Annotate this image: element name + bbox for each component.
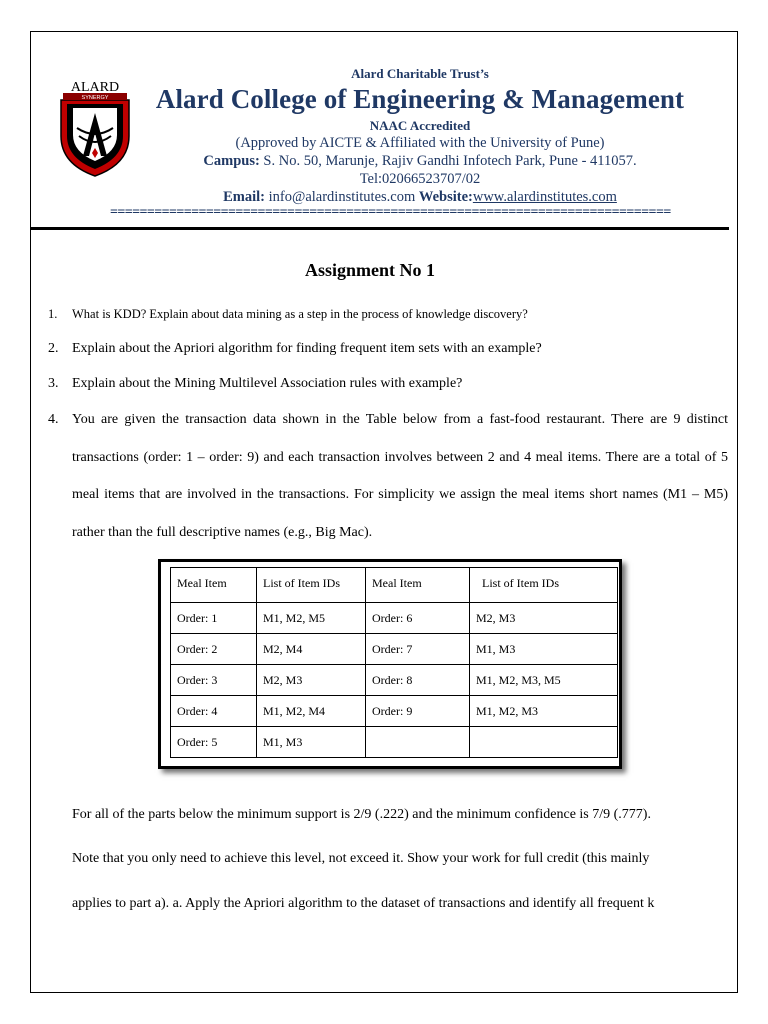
table-cell: M2, M4 [257, 634, 366, 665]
table-row [171, 634, 618, 665]
question-text: Explain about the Apriori algorithm for finding frequent item sets with an example? [72, 341, 542, 356]
table-row [171, 665, 618, 696]
table-cell: M1, M2, M5 [257, 603, 366, 634]
table-header: List of Item IDs [257, 568, 366, 603]
table-cell: M2, M3 [470, 603, 618, 634]
campus-text: S. No. 50, Marunje, Rajiv Gandhi Infotech Park, Pune - 411057. [259, 153, 637, 169]
table-cell: Order: 5 [171, 727, 257, 758]
question-text: What is KDD? Explain about data mining as a step in the process of knowledge discovery? [72, 307, 528, 321]
question-number: 4. [48, 412, 59, 427]
table-header: Meal Item [366, 568, 470, 603]
table-cell: M1, M3 [257, 727, 366, 758]
naac-accreditation: NAAC Accredited [369, 118, 471, 133]
table-cell: Order: 1 [171, 603, 257, 634]
telephone: Tel:02066523707/02 [359, 171, 481, 187]
table-cell: Order: 2 [171, 634, 257, 665]
table-cell: Order: 6 [366, 603, 470, 634]
paragraph-line: applies to part a). a. Apply the Apriori algorithm to the dataset of transactions and identify all frequent k [72, 896, 655, 911]
table-cell: Order: 7 [366, 634, 470, 665]
question-text: Explain about the Mining Multilevel Association rules with example? [72, 376, 463, 391]
assignment-title: Assignment No 1 [304, 260, 435, 280]
question-number: 1. [48, 307, 58, 321]
transaction-table-frame [158, 559, 622, 769]
table-cell: Order: 4 [171, 696, 257, 727]
table-cell: M2, M3 [257, 665, 366, 696]
table-cell: M1, M2, M3 [470, 696, 618, 727]
logo-wordmark: ALARD [70, 80, 120, 95]
table-row [171, 727, 618, 758]
table-cell [366, 727, 470, 758]
table-row [171, 603, 618, 634]
table-cell: M1, M2, M4 [257, 696, 366, 727]
table-header: List of Item IDs [470, 568, 618, 603]
header-double-rule: ============================================================================ [110, 205, 671, 219]
paragraph-line: Note that you only need to achieve this level, not exceed it. Show your work for full credit (this mainly [72, 851, 650, 866]
email-address[interactable]: info@alardinstitutes.com [264, 189, 419, 205]
paragraph-line: For all of the parts below the minimum support is 2/9 (.222) and the minimum confidence is 7/9 (.777). [72, 807, 651, 822]
table-cell: M1, M2, M3, M5 [470, 665, 618, 696]
header-divider [30, 227, 729, 230]
campus-label: Campus: [203, 153, 260, 169]
campus-address [120, 153, 720, 170]
table-header-row [171, 568, 618, 603]
contact-line [120, 189, 720, 206]
table-cell: M1, M3 [470, 634, 618, 665]
transaction-table [170, 567, 618, 758]
logo-subtext: SYNERGY [81, 95, 109, 101]
college-name: Alard College of Engineering & Management [155, 84, 685, 114]
table-cell: Order: 8 [366, 665, 470, 696]
email-label: Email: [223, 189, 265, 205]
table-cell: Order: 9 [366, 696, 470, 727]
question-text: You are given the transaction data shown in the Table below from a fast-food restaurant. There are 9 distinct transactions (order: 1 – order: 9) and each transaction involves between 2 and 4 meal items. There are a total of 5 meal items that are involved in the transactions. For simplicity we assign the meal items short names (M1 – M5) rather than the full descriptive names (e.g., Big Mac). [72, 412, 728, 540]
website-label: Website: [418, 189, 473, 205]
table-header: Meal Item [171, 568, 257, 603]
approval-line: (Approved by AICTE & Affiliated with the University of Pune) [235, 135, 605, 151]
trust-name: Alard Charitable Trust’s [351, 66, 489, 81]
question-number: 2. [48, 341, 59, 356]
table-cell: Order: 3 [171, 665, 257, 696]
table-row [171, 696, 618, 727]
website-link[interactable]: www.alardinstitutes.com [472, 189, 617, 205]
table-cell [470, 727, 618, 758]
question-number: 3. [48, 376, 59, 391]
